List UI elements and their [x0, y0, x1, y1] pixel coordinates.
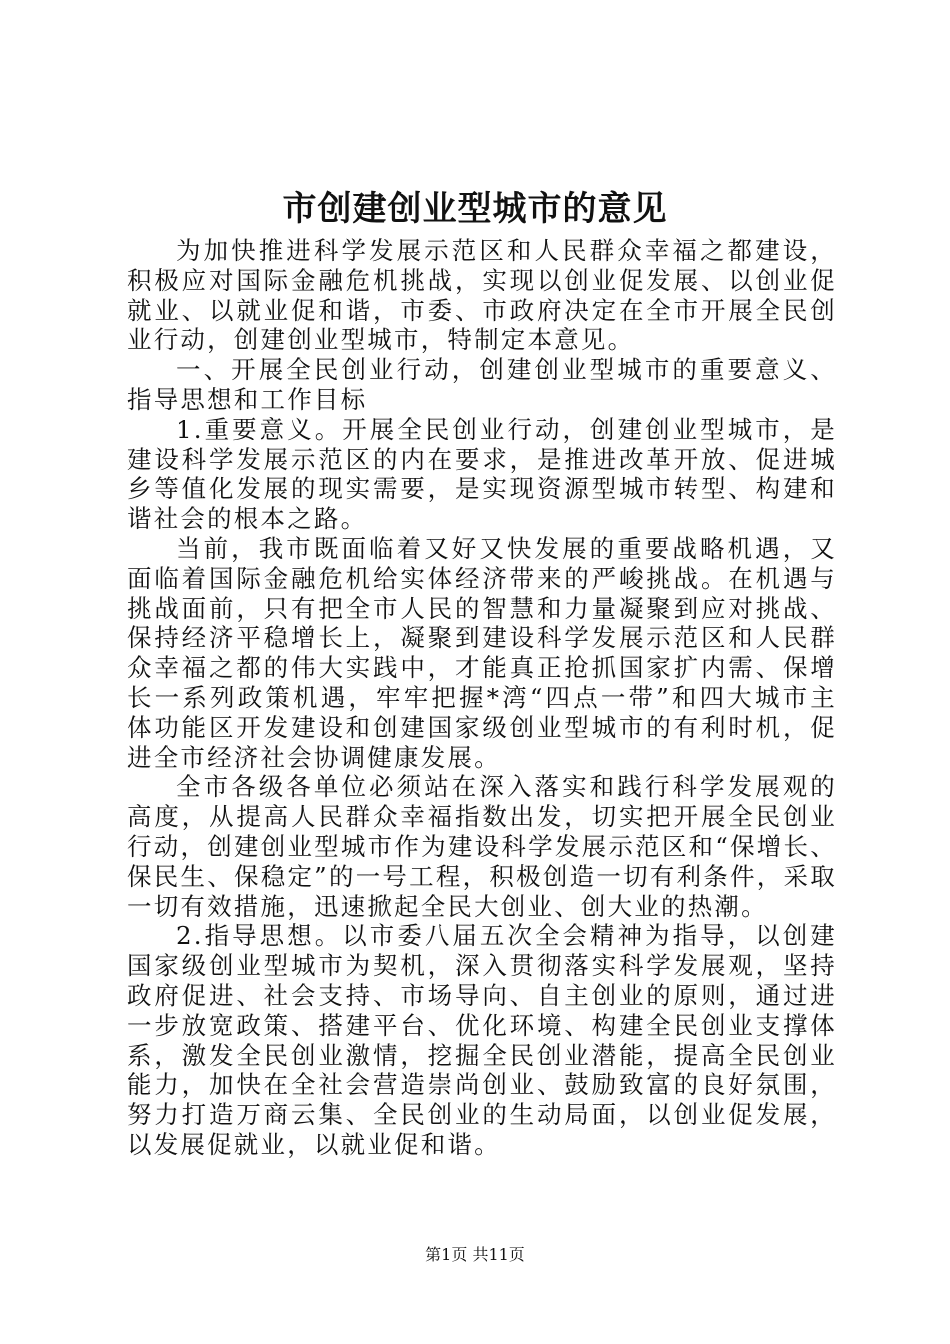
page-footer: 第1页 共11页	[425, 1245, 525, 1264]
paragraph-current-situation: 当前，我市既面临着又好又快发展的重要战略机遇，又面临着国际金融危机给实体经济带来的严峻挑战。在机遇与挑战面前，只有把全市人民的智慧和力量凝聚到应对挑战、保持经济平稳增长上，凝聚到建设科学发展示范区和人民群众幸福之都的伟大实践中，才能真正抢抓国家扩内需、保增长一系列政策机遇，牢牢把握*湾“四点一带”和四大城市主体功能区开发建设和创建国家级创业型城市的有利时机，促进全市经济社会协调健康发展。	[127, 533, 837, 772]
paragraph-importance: 1.重要意义。开展全民创业行动，创建创业型城市，是建设科学发展示范区的内在要求，是推进改革开放、促进城乡等值化发展的现实需要，是实现资源型城市转型、构建和谐社会的根本之路。	[127, 414, 837, 534]
document-title: 市创建创业型城市的意见	[282, 189, 668, 229]
paragraph-guiding-ideology: 2.指导思想。以市委八届五次全会精神为指导，以创建国家级创业型城市为契机，深入贯彻落实科学发展观，坚持政府促进、社会支持、市场导向、自主创业的原则，通过进一步放宽政策、搭建平台、优化环境、构建全民创业支撑体系，激发全民创业激情，挖掘全民创业潜能，提高全民创业能力，加快在全社会营造崇尚创业、鼓励致富的良好氛围，努力打造万商云集、全民创业的生动局面，以创业促发展，以发展促就业，以就业促和谐。	[127, 921, 837, 1159]
document-body	[127, 236, 837, 1160]
paragraph-intro: 为加快推进科学发展示范区和人民群众幸福之都建设，积极应对国际金融危机挑战，实现以创业促发展、以创业促就业、以就业促和谐，市委、市政府决定在全市开展全民创业行动，创建创业型城市，特制定本意见。	[127, 236, 837, 355]
section-heading-1: 一、开展全民创业行动，创建创业型城市的重要意义、指导思想和工作目标	[127, 355, 837, 414]
paragraph-all-units: 全市各级各单位必须站在深入落实和践行科学发展观的高度，从提高人民群众幸福指数出发，切实把开展全民创业行动，创建创业型城市作为建设科学发展示范区和“保增长、保民生、保稳定”的一号工程，积极创造一切有利条件，采取一切有效措施，迅速掀起全民大创业、创大业的热潮。	[127, 772, 837, 921]
